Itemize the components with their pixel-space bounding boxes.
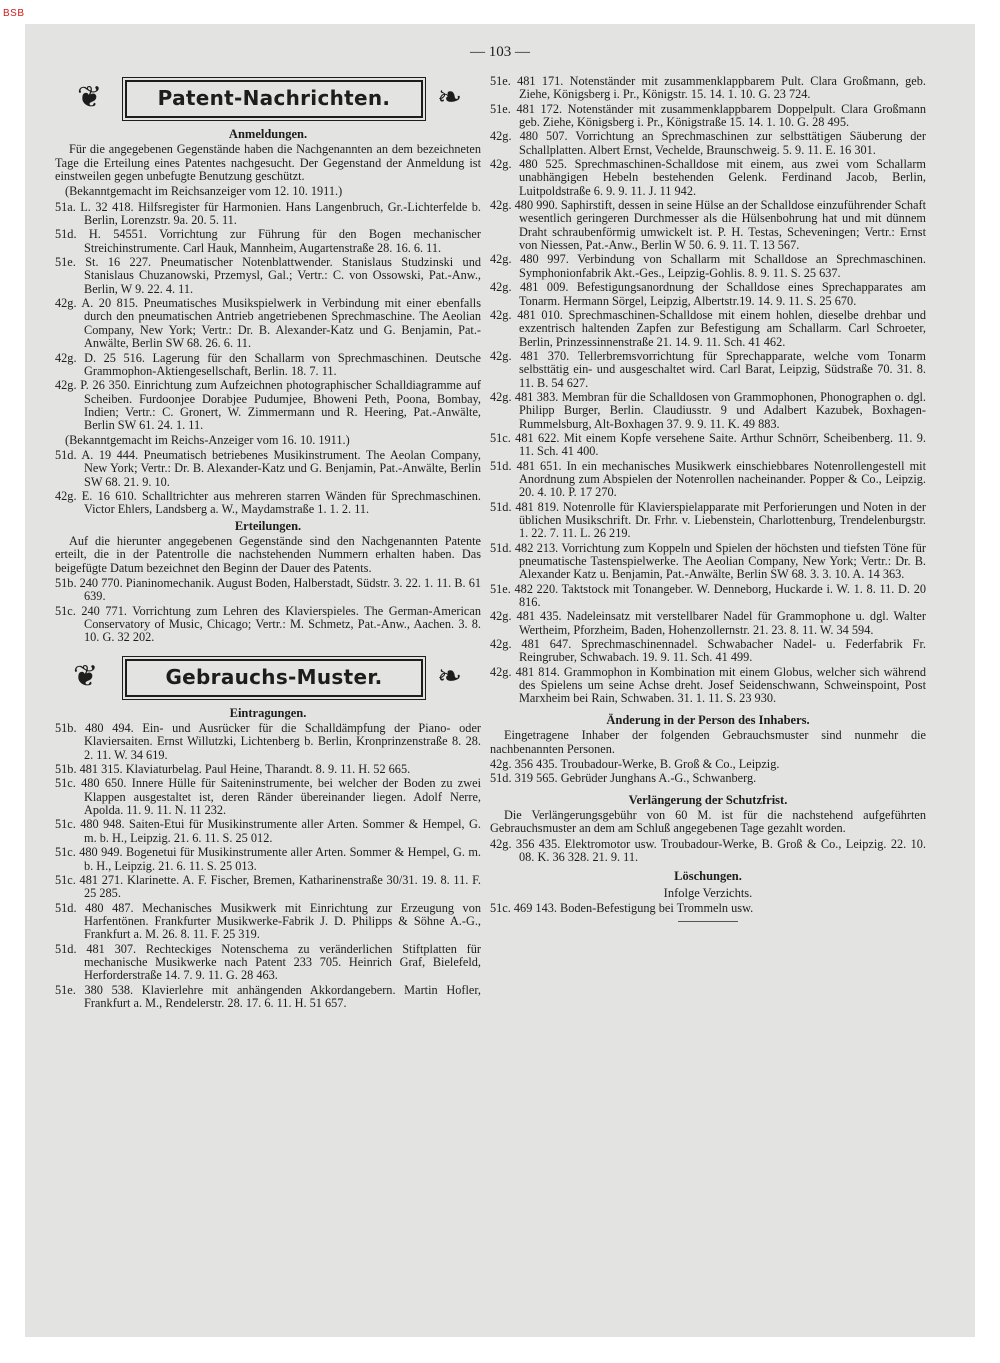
gebrauchsmuster-entry: 42g. 481 814. Grammophon in Kombination mit einem Globus, welcher sich während des Spielens um seine Achse dreht. Josef Seidenschwann, Schweinspoint, Post Marxheim bei Rain, Schwaben. 31. 1. 11. S. 23 930.: [490, 664, 926, 706]
gebrauchsmuster-entry: 51d. 482 213. Vorrichtung zum Koppeln und Spielen der höchsten und tiefsten Töne für pneumatische Tastenspielwerke. The Aeolian Company, New York; Vertr.: Dr. B. Alexander Katz u. Benjamin, Pat.-Anwälte, Berlin SW 68. 3. 3. 10. A. 14 363.: [490, 540, 926, 582]
gebrauchsmuster-entry: 51e. 380 538. Klavierlehre mit anhängenden Akkordangebern. Martin Hofler, Frankfurt a. M., Rendelerstr. 28. 17. 6. 11. H. 51 657.: [55, 982, 481, 1010]
gebrauchs-banner: [55, 655, 481, 703]
loeschungen-entry-list: [490, 902, 926, 915]
patent-section-title: Patent-Nachrichten.: [125, 80, 423, 118]
gebrauchsmuster-entry: 51e. 482 220. Taktstock mit Tonangeber. W. Denneborg, Huckarde i. W. 1. 8. 11. D. 20 816.: [490, 581, 926, 610]
patent-entry: 42g. P. 26 350. Einrichtung zum Aufzeichnen photographischer Schalldiagramme auf Scheiben. Furdoonjee Dorabjee Pudumjee, Bhoweni Peth, Poona, Bombay, Indien; Vertr.: C. Gronert, W. Zimmermann und R. Heering, Pat.-Anwälte, Berlin SW 61. 24. 1. 11.: [55, 378, 481, 433]
announcement-note: (Bekanntgemacht im Reichs-Anzeiger vom 16. 10. 1911.): [65, 432, 350, 447]
aenderung-entry: 51d. 319 565. Gebrüder Junghans A.-G., Schwanberg.: [490, 771, 757, 786]
gebrauchsmuster-entry: 51e. 481 171. Notenständer mit zusammenklappbarem Pult. Clara Großmann, geb. Ziehe, Königsberg i. Pr., Königstr. 15. 14. 1. 10. G. 23 724.: [490, 74, 926, 102]
gebrauchsmuster-entry: 42g. 481 435. Nadeleinsatz mit verstellbarer Nadel für Grammophone u. dgl. Walter Wertheim, Pforzheim, Baden, Hohenzollernstr. 21. 23. 8. 11. W. 34 594.: [490, 609, 926, 637]
aenderung-intro: Eingetragene Inhaber der folgenden Gebrauchsmuster sind nunmehr die nachbenannten Personen.: [490, 728, 926, 756]
patent-entry: 42g. A. 20 815. Pneumatisches Musikspielwerk in Verbindung mit einer ebenfalls durch den pneumatischen Antrieb angetriebenen Sprechmaschine. The Aeolian Company, New York; Vertr.: Dr. B. Alexander-Katz und G. Benjamin, Pat.-Anwälte, Berlin SW 68. 26. 6. 11.: [55, 296, 481, 351]
loeschungen-heading: Löschungen.: [674, 869, 742, 884]
closing-rule: [678, 921, 738, 922]
gebrauchsmuster-entry: 51d. 481 651. In ein mechanisches Musikwerk einschiebbares Notenrollengestell mit Anordnung zum Abspielen der Notenrollen nacheinander. Popper & Co., Leipzig. 20. 4. 10. P. 17 270.: [490, 458, 926, 500]
gebrauchsmuster-entry: 51c. 481 622. Mit einem Kopfe versehene Saite. Arthur Schnörr, Scheibenberg. 11. 9. 11. Sch. 41 400.: [490, 430, 926, 459]
gebrauchsmuster-entry: 51c. 481 271. Klarinette. A. F. Fischer, Bremen, Katharinenstraße 30/31. 19. 8. 11. F. 25 285.: [55, 872, 481, 901]
loeschung-entry: 51c. 469 143. Boden-Befestigung bei Trommeln usw.: [490, 900, 754, 915]
patent-entry-list: [55, 449, 481, 517]
anmeldungen-heading: Anmeldungen.: [228, 127, 308, 141]
ornament-left-icon: ❦: [73, 659, 99, 693]
gebrauchsmuster-entry: 42g. 481 383. Membran für die Schalldosen von Grammophonen, Phonographen o. dgl. Philipp Burger, Berlin. Claudiusstr. 9 und Adalbert Kazubek, Boxhagen-Rummelsburg, Alt-Boxhagen 37. 9. 9. 11. K. 49 883.: [490, 389, 926, 431]
gebrauchsmuster-entry: 42g. 480 525. Sprechmaschinen-Schalldose mit einem, aus zwei vom Schallarm unabhängigen Hebeln bestehenden Gelenk. Ferdinand Jacob, Berlin, Luitpoldstraße 6. 9. 9. 11. J. 11 942.: [490, 157, 926, 198]
anmeldungen-intro: Für die angegebenen Gegenstände haben die Nachgenannten an dem bezeichneten Tage die Erteilung eines Patentes nachgesucht. Der Gegenstand der Anmeldung ist einstweilen gegen unbefugte Benutzung geschützt.: [55, 142, 481, 184]
eintragungen-heading: Eintragungen.: [229, 705, 307, 720]
aenderung-heading: Änderung in der Person des Inhabers.: [606, 712, 810, 727]
patent-banner: [55, 76, 481, 124]
patent-entry: 42g. D. 25 516. Lagerung für den Schallarm von Sprechmaschinen. Deutsche Grammophon-Aktiengesellschaft, Berlin. 18. 7. 11.: [55, 350, 481, 378]
patent-entry: 51b. 240 770. Pianinomechanik. August Boden, Halberstadt, Südstr. 3. 22. 1. 11. B. 61 639.: [55, 576, 481, 604]
gebrauchsmuster-entry-list: [55, 722, 481, 1010]
patent-entry-list: [55, 577, 481, 645]
patent-entry: 51d. A. 19 444. Pneumatisch betriebenes Musikinstrument. The Aeolan Company, New York; Vertr.: Dr. B. Alexander-Katz und G. Benjamin, Pat.-Anwälte, Berlin SW 68. 21. 9. 10.: [55, 447, 481, 489]
library-corner-mark: BSB: [3, 8, 25, 19]
gebrauchsmuster-entry: 42g. 481 647. Sprechmaschinennadel. Schwabacher Nadel- u. Federfabrik Fr. Reingruber, Schwabach. 19. 9. 11. Sch. 41 499.: [490, 637, 926, 665]
gebrauchsmuster-entry: 51c. 480 949. Bogenetui für Musikinstrumente aller Arten. Sommer & Hempel, G. m. b. H., Leipzig. 21. 6. 11. S. 25 013.: [55, 845, 481, 873]
gebrauchs-section-title: Gebrauchs-Muster.: [125, 659, 423, 697]
gebrauchsmuster-entry: 42g. 481 009. Befestigungsanordnung der Schalldose eines Sprechapparates am Tonarm. Hermann Sörgel, Leipzig, Albertstr.19. 14. 9. 11. S. 25 670.: [490, 280, 926, 308]
gebrauchsmuster-entry: 51b. 481 315. Klaviaturbelag. Paul Heine, Tharandt. 8. 9. 11. H. 52 665.: [55, 762, 411, 777]
patent-entry: 51d. H. 54551. Vorrichtung zur Führung für den Bogen mechanischer Streichinstrumente. Carl Hauk, Mannheim, Augartenstraße 28. 16. 6. 11.: [55, 227, 481, 255]
gebrauchsmuster-entry: 51c. 480 650. Innere Hülle für Saiteninstrumente, bei welcher der Boden zu zwei Klappen ausgestaltet ist, deren Ränder übereinander liegen. Adolf Nerre, Apolda. 11. 9. 11. N. 11 232.: [55, 776, 481, 818]
loeschungen-subheading: Infolge Verzichts.: [663, 885, 753, 900]
gebrauchsmuster-entry: 42g. 480 990. Saphirstift, dessen in seine Hülse an der Schalldose einzuführender Schaft wesentlich geringeren Durchmesser als die Hülsenbohrung hat und mit dünnem Draht schraubenförmig umwickelt ist. P. H. Testas, Scheveningen; Vertr.: Ernst von Niessen, Pat.-Anw., Berlin W 50. 6. 9. 11. T. 13 567.: [490, 198, 926, 253]
gebrauchsmuster-entry: 42g. 481 010. Sprechmaschinen-Schalldose mit einem hohlen, dieselbe drehbar und exzentrisch haltenden Zapfen zur Befestigung am Schallarm. Carl Schroeter, Berlin, Prinzessinnenstraße 21. 14. 9. 11. Sch. 41 462.: [490, 307, 926, 349]
page-number: — 103 —: [470, 44, 530, 60]
verlaengerung-intro: Die Verlängerungsgebühr von 60 M. ist für die nachstehend aufgeführten Gebrauchsmuster an dem am Schluß angegebenen Tage gezahlt worden.: [490, 807, 926, 836]
patent-entry-list: [55, 201, 481, 433]
ornament-right-icon: ❧: [437, 659, 463, 693]
verlaengerung-heading: Verlängerung der Schutzfrist.: [628, 792, 788, 807]
scanned-page: [25, 24, 975, 1337]
erteilungen-intro: Auf die hierunter angegebenen Gegenstände sind den Nachgenannten Patente erteilt, die in der Patentrolle die nachstehenden Nummern erhalten haben. Das beigefügte Datum bezeichnet den Beginn der Dauer des Patents.: [55, 533, 481, 575]
erteilungen-heading: Erteilungen.: [234, 518, 302, 533]
gebrauchsmuster-entry-list: [490, 75, 926, 706]
gebrauchsmuster-entry: 51d. 481 819. Notenrolle für Klavierspielapparate mit Perforierungen und Noten in der üblichen Musikschrift. Dr. Frhr. v. Liebenstein, Charlottenburg, Trendelenburgstr. 1. 22. 7. 11. L. 26 219.: [490, 499, 926, 541]
right-column: [490, 75, 926, 928]
gebrauchsmuster-entry: 51b. 480 494. Ein- und Ausrücker für die Schalldämpfung der Piano- oder Klaviersaiten. Ernst Willutzki, Lichtenberg b. Berlin, Kronprinzenstraße 8. 28. 2. 11. W. 34 619.: [55, 721, 481, 762]
announcement-note: (Bekanntgemacht im Reichsanzeiger vom 12. 10. 1911.): [65, 184, 343, 199]
patent-entry: 51e. St. 16 227. Pneumatischer Notenblattwender. Stanislaus Studzinski und Stanislaus Chuzanowski, Przemysl, Gal.; Vertr.: C. von Ossowski, Pat.-Anw., Berlin, W 9. 22. 4. 11.: [55, 255, 481, 296]
gebrauchsmuster-entry: 51e. 481 172. Notenständer mit zusammenklappbarem Doppelpult. Clara Großmann geb. Ziehe, Königsberg i. Pr., Königstraße 15. 14. 1. 10. G. 28 495.: [490, 101, 926, 130]
gebrauchsmuster-entry: 42g. 480 507. Vorrichtung an Sprechmaschinen zur selbsttätigen Säuberung der Schallplatten. Albert Ernst, Vechelde, Braunschweig. 5. 9. 11. E. 16 301.: [490, 129, 926, 157]
gebrauchsmuster-entry: 42g. 480 997. Verbindung von Schallarm mit Schalldose an Sprechmaschinen. Symphonionfabrik Akt.-Ges., Leipzig-Gohlis. 8. 9. 11. S. 25 637.: [490, 252, 926, 280]
ornament-left-icon: ❦: [77, 81, 103, 114]
patent-entry: 51c. 240 771. Vorrichtung zum Lehren des Klavierspieles. The German-American Conservatory of Music, Chicago; Vertr.: M. Schmetz, Pat.-Anw., Aachen. 3. 8. 10. G. 32 202.: [55, 603, 481, 645]
left-column: [55, 74, 481, 1011]
patent-entry: 51a. L. 32 418. Hilfsregister für Harmonien. Hans Langenbruch, Gr.-Lichterfelde b. Berlin, Lorenzstr. 9a. 20. 5. 11.: [55, 199, 481, 228]
gebrauchsmuster-entry: 51d. 481 307. Rechteckiges Notenschema zu veränderlichen Stiftplatten für mechanische Musikwerke nach Patent 233 705. Heinrich Graf, Bielefeld, Herforderstraße 14. 7. 9. 11. G. 28 463.: [55, 941, 481, 983]
verlaengerung-entry-list: [490, 838, 926, 865]
verlaengerung-entry: 42g. 356 435. Elektromotor usw. Troubadour-Werke, B. Groß & Co., Leipzig. 22. 10. 08. K. 36 328. 21. 9. 11.: [490, 836, 926, 864]
ornament-right-icon: ❧: [437, 81, 463, 114]
gebrauchsmuster-entry: 42g. 481 370. Tellerbremsvorrichtung für Sprechapparate, welche vom Tonarm selbsttätig ein- und ausgeschaltet wird. Carl Barat, Leipzig, Südstraße 70. 31. 8. 11. B. 54 627.: [490, 348, 926, 390]
aenderung-entry-list: [490, 758, 926, 786]
gebrauchsmuster-entry: 51d. 480 487. Mechanisches Musikwerk mit Einrichtung zur Erzeugung von Harfentönen. Frankfurter Musikwerke-Fabrik J. D. Philipps & Söhne A.-G., Frankfurt a. M. 26. 8. 11. F. 25 319.: [55, 900, 481, 942]
patent-entry: 42g. E. 16 610. Schalltrichter aus mehreren starren Wänden für Sprechmaschinen. Victor Ehlers, Landsberg a. W., Maydamstraße 1. 1. 2. 11.: [55, 488, 481, 517]
gebrauchsmuster-entry: 51c. 480 948. Saiten-Etui für Musikinstrumente aller Arten. Sommer & Hempel, G. m. b. H., Leipzig. 21. 6. 11. S. 25 012.: [55, 817, 481, 845]
aenderung-entry: 42g. 356 435. Troubadour-Werke, B. Groß & Co., Leipzig.: [490, 756, 780, 771]
